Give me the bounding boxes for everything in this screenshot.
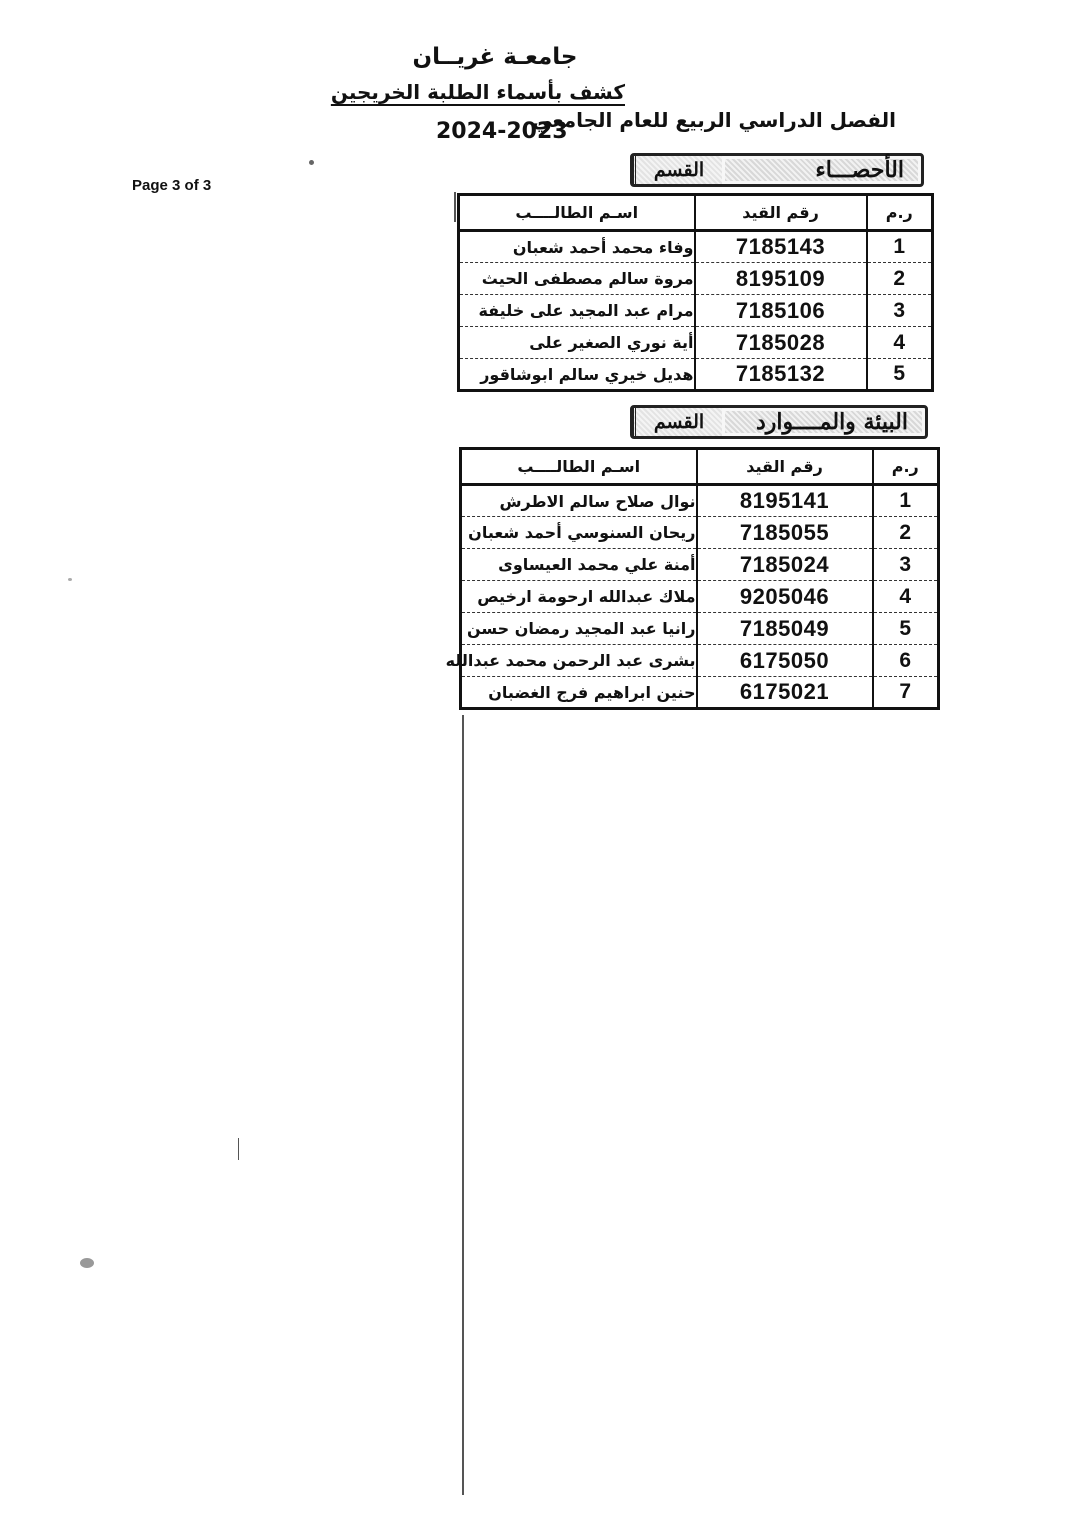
row-number: 4 <box>873 581 939 613</box>
row-number: 1 <box>867 231 933 263</box>
table-row <box>461 645 939 677</box>
column-header-no: ر.م <box>873 449 939 485</box>
department-box-statistics <box>630 153 924 187</box>
student-id: 8195109 <box>695 263 867 295</box>
student-id: 7185049 <box>697 613 873 645</box>
student-name: ريحان السنوسي أحمد شعبان <box>461 517 697 549</box>
column-header-name: اسـم الطالــــب <box>461 449 697 485</box>
student-name: هديل خيري سالم ابوشاقور <box>480 364 694 384</box>
row-number: 3 <box>873 549 939 581</box>
row-number: 7 <box>873 677 939 709</box>
row-number: 3 <box>867 295 933 327</box>
university-name: جامعـة غريــان <box>412 44 578 70</box>
row-number: 2 <box>873 517 939 549</box>
scan-edge-line <box>462 715 464 1495</box>
table-row <box>459 263 933 295</box>
semester-line: الفصل الدراسي الربيع للعام الجامعي <box>532 108 896 132</box>
student-id: 7185132 <box>695 359 867 391</box>
student-id: 6175050 <box>697 645 873 677</box>
student-id: 6175021 <box>697 677 873 709</box>
table-row <box>459 295 933 327</box>
scan-edge-line <box>454 192 456 222</box>
page-number: Page 3 of 3 <box>132 177 212 194</box>
column-header-name: اسـم الطالــــب <box>459 195 695 231</box>
row-number: 5 <box>873 613 939 645</box>
row-number: 4 <box>867 327 933 359</box>
department-label: القسم <box>633 156 722 184</box>
table-header-row <box>459 195 933 231</box>
department-box-environment <box>630 405 928 439</box>
graduates-table-statistics <box>457 193 934 392</box>
row-number: 1 <box>873 485 939 517</box>
student-id: 7185143 <box>695 231 867 263</box>
student-name: مروة سالم مصطفى الحيث <box>459 263 695 295</box>
student-name: أية نوري الصغير على <box>459 327 695 359</box>
table-header-row <box>461 449 939 485</box>
row-number: 6 <box>873 645 939 677</box>
graduates-table-environment <box>445 447 940 710</box>
table-row <box>461 485 939 517</box>
table-row <box>461 677 939 709</box>
scan-speck <box>68 578 72 581</box>
student-name: أمنة علي محمد العيساوى <box>461 549 697 581</box>
row-number: 5 <box>867 359 933 391</box>
table-row <box>461 581 939 613</box>
table-row <box>459 231 933 263</box>
column-header-id: رقم القيد <box>697 449 873 485</box>
academic-year: 2024-2023 <box>436 119 568 144</box>
student-name: مرام عبد المجيد على خليفة <box>459 295 695 327</box>
department-name: البيئة والمــــوارد <box>725 411 922 433</box>
table-row <box>461 549 939 581</box>
table-row <box>461 517 939 549</box>
table-row <box>459 359 933 391</box>
student-id: 9205046 <box>697 581 873 613</box>
student-name: وفاء محمد أحمد شعبان <box>459 231 695 263</box>
department-label: القسم <box>633 408 722 436</box>
student-id: 8195141 <box>697 485 873 517</box>
student-id: 7185024 <box>697 549 873 581</box>
student-name: نوال صلاح سالم الاطرش <box>461 485 697 517</box>
student-id: 7185106 <box>695 295 867 327</box>
student-id: 7185055 <box>697 517 873 549</box>
student-name: ملاك عبدالله ارحومة ارخيص <box>461 581 697 613</box>
row-number: 2 <box>867 263 933 295</box>
student-name: حنين ابراهيم فرج الغضبان <box>488 682 696 702</box>
student-name: رانيا عبد المجيد رمضان حسن <box>461 613 697 645</box>
document-title: كشف بأسماء الطلبة الخريجين <box>330 80 625 104</box>
scan-speck <box>80 1258 94 1268</box>
student-id: 7185028 <box>695 327 867 359</box>
student-name: بشرى عبد الرحمن محمد عبدالله <box>461 645 697 677</box>
column-header-no: ر.م <box>867 195 933 231</box>
column-header-id: رقم القيد <box>695 195 867 231</box>
scan-edge-line <box>238 1138 239 1160</box>
department-name: الأحصـــاء <box>725 159 918 181</box>
table-row <box>461 613 939 645</box>
table-row <box>459 327 933 359</box>
scan-speck <box>309 160 314 165</box>
